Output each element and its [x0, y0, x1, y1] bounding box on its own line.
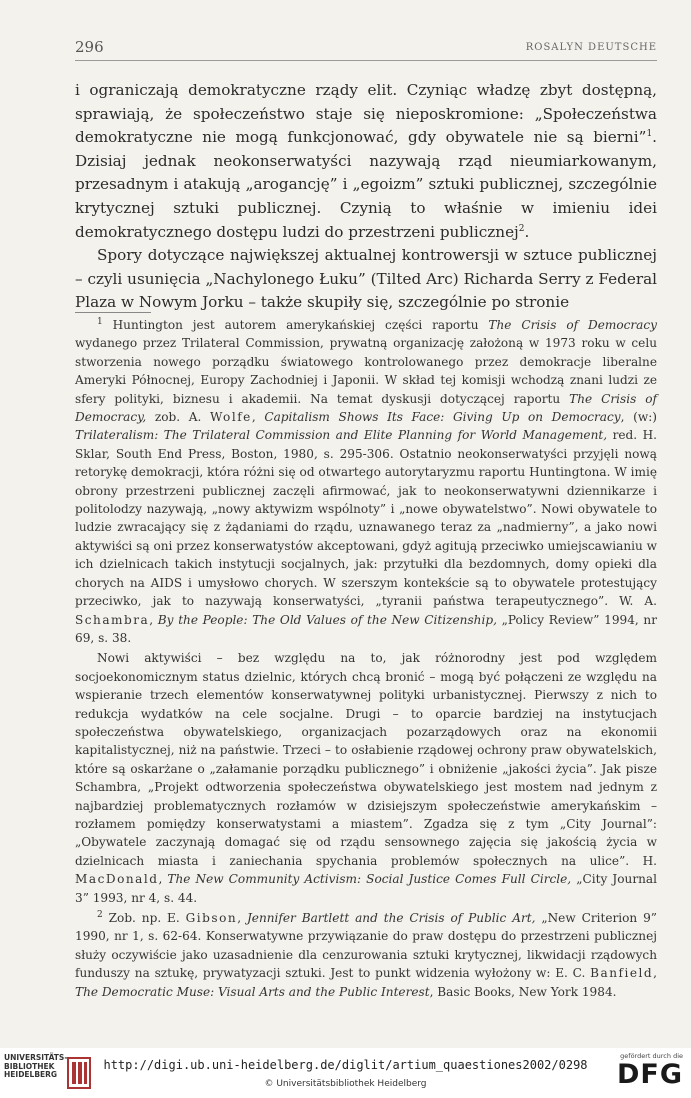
copyright: © Universitätsbibliothek Heidelberg [264, 1079, 427, 1089]
dfg-caption: gefördert durch die [620, 1052, 683, 1060]
running-head: ROSALYN DEUTSCHE [525, 42, 657, 53]
footnote-1-continuation: Nowi aktywiści – bez względu na to, jak różnorodny jest pod względem socjoekonomicznym status dzielnic, których chcą bronić – mogą być połączeni ze względu na wspieranie trzech elementów konserwatywnej polityki urbanistycznej. Pierwszy z nich to redukcja wydatków na cele socjalne. Drugi – to oparcie bardziej na instytucjach społeczeństwa obywatelskiego, organizacjach pozarządowych oraz na ekonomii kapitalistycznej, niż na państwie. Trzeci – to osłabienie rządowej ochrony praw obywatelskich, które są oskarżane o „załamanie porządku publicznego” i obniżenie „jakości życia”. Jak pisze Schambra, „Projekt odtworzenia społeczeństwa obywatelskiego jest mostem nad jednym z najbardziej problematycznych rozłamów w dzisiejszym społeczeństwie amerykańskim – rozłamem pomiędzy konserwatystami a miastem”. Zgadza się z tym „City Journal”: „Obywatele zaczynają domagać się od rządu sensownego zajęcia się jakością życia w dzielnicach miasta i zaniechania spychania problemów społecznych na ulice”. H. MacDonald, The New Community Activism: Social Justice Comes Full Circle, „City Journal 3” 1993, nr 4, s. 44. [75, 651, 657, 905]
library-name: UNIVERSITÄTS- BIBLIOTHEK HEIDELBERG [4, 1053, 68, 1079]
footnote-2: $^2$ Zob. np. E. Gibson, Jennifer Bartlett and the Crisis of Public Art, „New Criterion 9” 1990, nr 1, s. 62-64. Konserwatywne przywiązanie do praw dostępu do przestrzeni publicznej służy oczywiście jako uzasadnienie dla cenzurowania sztuki krytycznej, likwidacji rządowych funduszy na sztukę, prywatyzacji sztuki. Jest to punkt widzenia wyłożony w: E. C. Banfield, The Democratic Muse: Visual Arts and the Public Interest, Basic Books, New York 1984. [75, 909, 657, 999]
footnote-ref-2[interactable]: 2 [518, 223, 525, 234]
dfg-logo[interactable] [603, 1052, 683, 1094]
dfg-wordmark: DFG [616, 1059, 683, 1090]
footnote-ref-1[interactable]: 1 [646, 129, 653, 140]
page-number: 296 [75, 38, 104, 56]
footnote-divider [75, 312, 151, 313]
main-text [75, 79, 657, 315]
paragraph-1: i ograniczają demokratyczne rządy elit. Czyniąc władzę zbyt dostępną, sprawiają, że społeczeństwo staje się nieposkromione: „Społeczeństwa demokratyczne nie mogą funkcjonować, gdy obywatele nie są bierni”$^1$. Dzisiaj jednak neokonserwatyści nazywają rząd nieumiarkowanym, przesadnym i atakują „arogancję” i „egoizm” sztuki publicznej, szczególnie krytycznej sztuki publicznej. Czynią to właśnie w imieniu idei demokratycznego dostępu ludzi do przestrzeni publicznej$^2$. [75, 81, 657, 241]
footer [0, 1048, 691, 1098]
footnotes [75, 316, 657, 1001]
page-header [75, 38, 657, 61]
paragraph-2: Spory dotyczące największej aktualnej kontrowersji w sztuce publicznej – czyli usunięcia „Nachylonego Łuku” (Tilted Arc) Richarda Serry z Federal Plaza w Nowym Jorku – także skupiły się, szczególnie po stronie [75, 246, 657, 312]
source-url-link[interactable]: http://digi.ub.uni-heidelberg.de/diglit/artium_quaestiones2002/0298 [103, 1058, 588, 1072]
footnote-1: $^1$ Huntington jest autorem amerykańskiej części raportu The Crisis of Democracy wydanego przez Trilateral Commission, prywatną organizację założoną w 1973 roku w celu stworzenia nowego porządku światowego kontrolowanego przez demokracje liberalne Ameryki Północnej, Europy Zachodniej i Japonii. W skład tej komisji wchodzą znani ludzi ze sfery polityki, biznesu i akademii. Na temat dyskusji dotyczącej raportu The Crisis of Democracy, zob. A. Wolfe, Capitalism Shows Its Face: Giving Up on Democracy, (w:) Trilateralism: The Trilateral Commission and Elite Planning for World Management, red. H. Sklar, South End Press, Boston, 1980, s. 295-306. Ostatnio neokonserwatyści przyjęli nową retorykę demokracji, która różni się od otwartego autorytaryzmu raportu Huntingtona. W imię obrony przestrzeni publicznej zaczęli afirmować, jak to neokonserwatywni dziennikarze i politolodzy nazywają, „nowy aktywizm wspólnoty” i „nowe obywatelstwo”. Nowi obywatele to ludzie zwracający się z żądaniami do rządu, uznawanego teraz za „nadmierny”, a jako nowi aktywiści są oni przez konserwatystów akceptowani, gdyż agitują przeciwko umiejscawianiu w ich dzielnicach takich instytucji socjalnych, jak: przytułki dla bezdomnych, domy opieki dla chorych na AIDS i umysłowo chorych. W szerszym kontekście są to obywatele protestujący przeciwko, jak to nazywają konserwatyści, „tyranii państwa terapeutycznego”. W. A. Schambra, By the People: The Old Values of the New Citizenship, „Policy Review” 1994, nr 69, s. 38. [75, 316, 657, 645]
